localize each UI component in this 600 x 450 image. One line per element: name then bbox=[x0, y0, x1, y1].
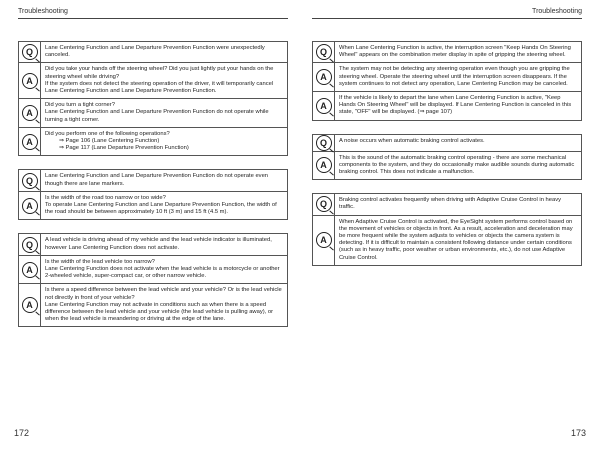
question-text: A lead vehicle is driving ahead of my vehicle and the lead vehicle indicator is illuminated, however Lane Centering Function does not activate. bbox=[41, 234, 287, 255]
question-icon-cell bbox=[313, 135, 335, 152]
answer-text bbox=[41, 99, 287, 128]
left-column bbox=[18, 41, 288, 340]
question-text: When Lane Centering Function is active, the interruption screen "Keep Hands On Steering Wheel" appears on the combination meter display in spite of gripping the steering wheel. bbox=[335, 42, 581, 63]
answer-line: If the system does not detect the steering operation of the driver, it will temporarily cancel Lane Centering Function and Lane Departure Prevention Function. bbox=[45, 80, 274, 95]
question-icon: Q bbox=[316, 196, 332, 212]
answer-text bbox=[335, 216, 581, 265]
answer-line: Lane Centering Function may not activate in conditions such as when there is a speed difference between the lead vehicle and your vehicle (the lead vehicle is pulling away), or when the lead vehicle is meandering or driving at the edge of the lane. bbox=[45, 301, 274, 323]
answer-icon-cell bbox=[313, 152, 335, 180]
qa-block bbox=[18, 233, 288, 327]
answer-icon: A bbox=[316, 98, 332, 114]
question-icon: Q bbox=[22, 237, 38, 253]
answer-line: Did you perform one of the following operations? bbox=[45, 130, 170, 137]
answer-text bbox=[41, 256, 287, 285]
question-icon-cell bbox=[313, 42, 335, 63]
header-divider-right bbox=[312, 18, 582, 19]
question-icon: Q bbox=[316, 135, 332, 151]
answer-line: Is there a speed difference between the lead vehicle and your vehicle? Or is the lead vehicle not directly in front of your vehicle? bbox=[45, 287, 282, 301]
answer-icon-cell bbox=[19, 63, 41, 99]
answer-icon: A bbox=[22, 134, 38, 150]
answer-icon-cell bbox=[19, 256, 41, 285]
answer-icon: A bbox=[316, 69, 332, 85]
question-icon: Q bbox=[316, 44, 332, 60]
answer-icon: A bbox=[22, 262, 38, 278]
answer-text bbox=[41, 128, 287, 156]
answer-text bbox=[41, 284, 287, 326]
answer-text bbox=[41, 63, 287, 99]
answer-text bbox=[335, 152, 581, 180]
question-text: Lane Centering Function and Lane Departure Prevention Function do not operate even though there are lane markers. bbox=[41, 170, 287, 191]
answer-icon: A bbox=[316, 157, 332, 173]
question-text: Lane Centering Function and Lane Departure Prevention Function were unexpectedly canceled. bbox=[41, 42, 287, 63]
answer-line: Lane Centering Function does not activate when the lead vehicle is a motorcycle or another 2-wheeled vehicle, super-compact car, or other narrow vehicle. bbox=[45, 266, 280, 280]
qa-block bbox=[18, 169, 288, 220]
answer-icon-cell bbox=[313, 92, 335, 120]
header-divider-left bbox=[18, 18, 288, 19]
answer-icon-cell bbox=[19, 284, 41, 326]
answer-line: This is the sound of the automatic braking control operating - there are some mechanical components to the system, and they do occasionally make audible sounds during automatic braking control. This does not indicate a malfunction. bbox=[339, 154, 575, 176]
answer-icon-cell bbox=[313, 216, 335, 265]
answer-icon-cell bbox=[19, 128, 41, 156]
question-icon: Q bbox=[22, 173, 38, 189]
answer-line: Did you turn a tight corner? bbox=[45, 102, 115, 109]
answer-line: To operate Lane Centering Function and Lane Departure Prevention Function, the width of the road should be between approximately 10 ft (3 m) and 15 ft (4.5 m). bbox=[45, 202, 277, 216]
question-text: Braking control activates frequently when driving with Adaptive Cruise Control in heavy traffic. bbox=[335, 194, 581, 215]
answer-text bbox=[335, 63, 581, 92]
answer-line: Is the width of the road too narrow or too wide? bbox=[45, 194, 166, 201]
answer-icon: A bbox=[22, 73, 38, 89]
answer-icon-cell bbox=[19, 192, 41, 220]
page-header-left: Troubleshooting bbox=[18, 8, 68, 15]
answer-text bbox=[41, 192, 287, 220]
question-text: A noise occurs when automatic braking control activates. bbox=[335, 135, 581, 152]
answer-text bbox=[335, 92, 581, 120]
page-header-right: Troubleshooting bbox=[532, 8, 582, 15]
page-reference-link[interactable]: ⇒ Page 117 (Lane Departure Prevention Function) bbox=[59, 145, 189, 152]
question-icon-cell bbox=[19, 170, 41, 191]
answer-line: The system may not be detecting any steering operation even though you are gripping the steering wheel. Operate the steering wheel until the interruption screen disappears. If the system continues to not detect any operation, Lane Centering Function may be canceled. bbox=[339, 66, 570, 87]
page-number-right: 173 bbox=[570, 428, 586, 438]
answer-icon-cell bbox=[19, 99, 41, 128]
answer-icon: A bbox=[316, 232, 332, 248]
page-number-left: 172 bbox=[14, 428, 30, 438]
question-icon-cell bbox=[19, 234, 41, 255]
answer-icon-cell bbox=[313, 63, 335, 92]
question-icon-cell bbox=[19, 42, 41, 63]
qa-block bbox=[312, 134, 582, 181]
answer-icon: A bbox=[22, 297, 38, 313]
qa-block bbox=[312, 41, 582, 121]
answer-line: Lane Centering Function and Lane Departure Prevention Function do not operate while turning a tight corner. bbox=[45, 109, 269, 123]
question-icon: Q bbox=[22, 44, 38, 60]
qa-block bbox=[18, 41, 288, 156]
answer-line: Did you take your hands off the steering wheel? Did you just lightly put your hands on the steering wheel while driving? bbox=[45, 66, 274, 80]
answer-icon: A bbox=[22, 105, 38, 121]
answer-line: If the vehicle is likely to depart the lane when Lane Centering Function is active, "Keep Hands On Steering Wheel" will be displayed. If Lane Centering Function is canceled in this state, "OFF" will be displayed. (⇒ page 107) bbox=[339, 95, 572, 116]
question-icon-cell bbox=[313, 194, 335, 215]
answer-line: Is the width of the lead vehicle too narrow? bbox=[45, 258, 155, 265]
answer-icon: A bbox=[22, 198, 38, 214]
answer-line: When Adaptive Cruise Control is activated, the EyeSight system performs control based on the movement of vehicles or objects in front. As a result, acceleration and deceleration may be more frequent while the system adjusts to vehicles or objects the camera system is detecting. If it is difficult to maintain a consistent following distance under certain conditions (such as in heavy traffic, poor weather or urban environments, etc.), do not use Adaptive Cruise Control. bbox=[339, 218, 573, 261]
right-column bbox=[312, 41, 582, 279]
qa-block bbox=[312, 193, 582, 266]
page-reference-link[interactable]: ⇒ Page 106 (Lane Centering Function) bbox=[59, 138, 160, 145]
